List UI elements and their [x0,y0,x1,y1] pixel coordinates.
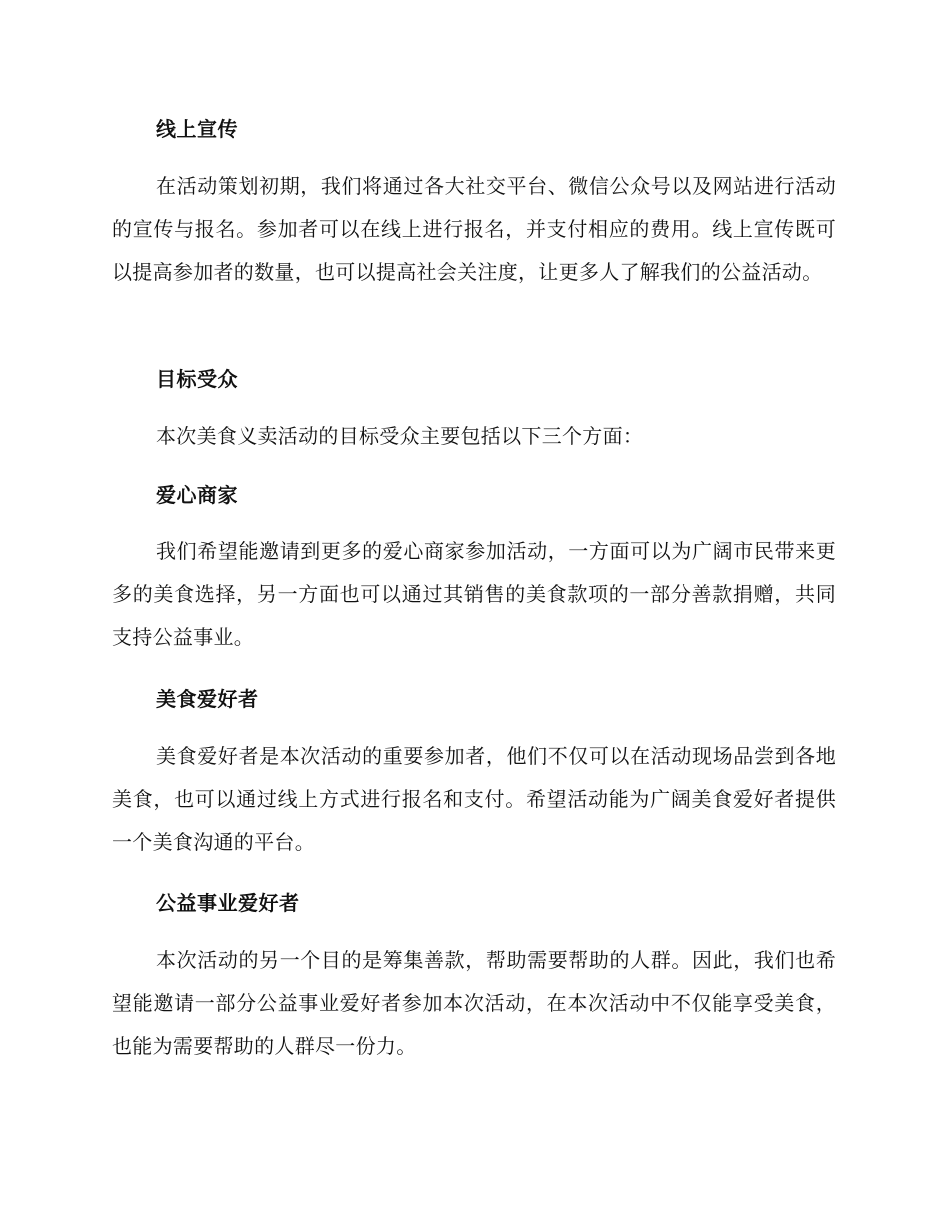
section-heading-online-promotion: 线上宣传 [156,117,238,141]
section-paragraph-food-lovers: 美食爱好者是本次活动的重要参加者，他们不仅可以在活动现场品尝到各地美食，也可以通过线上方式进行报名和支付。希望活动能为广阔美食爱好者提供一个美食沟通的平台。 [112,744,836,854]
section-heading-food-lovers: 美食爱好者 [156,687,259,711]
section-heading-charity-supporters: 公益事业爱好者 [156,891,300,915]
section-paragraph-charity-supporters: 本次活动的另一个目的是筹集善款，帮助需要帮助的人群。因此，我们也希望能邀请一部分公益事业爱好者参加本次活动，在本次活动中不仅能享受美食，也能为需要帮助的人群尽一份力。 [112,948,836,1058]
section-paragraph-online-promotion: 在活动策划初期，我们将通过各大社交平台、微信公众号以及网站进行活动的宣传与报名。参加者可以在线上进行报名，并支付相应的费用。线上宣传既可以提高参加者的数量，也可以提高社会关注度，让更多人了解我们的公益活动。 [112,174,836,284]
section-paragraph-caring-merchants: 我们希望能邀请到更多的爱心商家参加活动，一方面可以为广阔市民带来更多的美食选择，另一方面也可以通过其销售的美食款项的一部分善款捐赠，共同支持公益事业。 [112,539,836,649]
section-heading-target-audience: 目标受众 [156,367,238,391]
section-paragraph-target-audience: 本次美食义卖活动的目标受众主要包括以下三个方面： [156,424,644,448]
section-heading-caring-merchants: 爱心商家 [156,483,238,507]
